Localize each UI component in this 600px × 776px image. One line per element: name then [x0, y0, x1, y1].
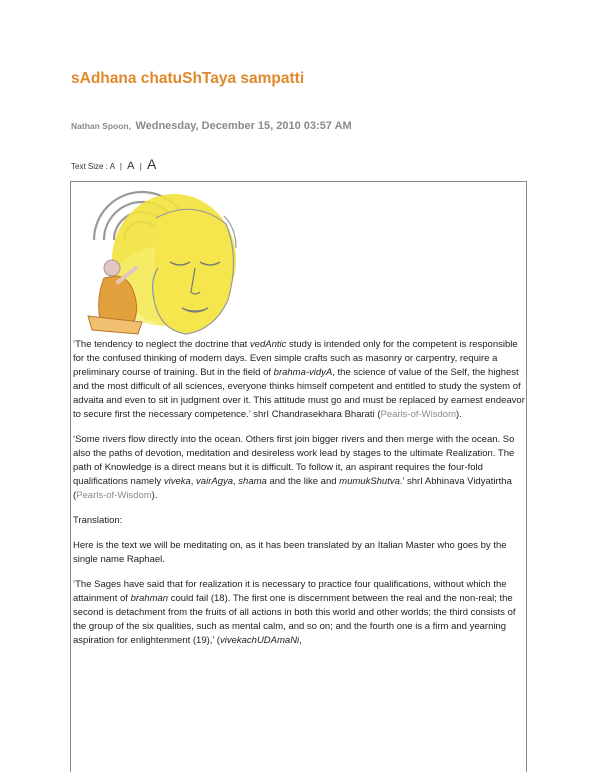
text-segment: ,	[299, 635, 302, 646]
text-segment: ‘The tendency to neglect the doctrine that	[73, 339, 250, 350]
italic-term: brahma-vidyA	[273, 367, 333, 378]
text-segment: could fail (18). The first one is discernment between the real and the non-real; the second is detachment from the fruits of all actions in both this world and other worlds; the third consists of the group of the six qualities, such as mental calm, and so on; and the fourth one is a firm and yearning aspiration for enlightenment (19),’ (	[73, 593, 516, 646]
pearls-of-wisdom-link[interactable]: Pearls-of-Wisdom	[76, 490, 152, 501]
paragraph-translation-intro: Here is the text we will be meditating on, as it has been translated by an Italian Master who goes by the single name Raphael.	[73, 540, 507, 565]
meditating-sage-and-buddha-icon	[74, 188, 244, 338]
italic-term: vairAgya	[196, 476, 234, 487]
text-size-large-button[interactable]: A	[147, 156, 157, 172]
author-name[interactable]: Nathan Spoon,	[71, 121, 131, 131]
text-size-small-button[interactable]: A	[109, 162, 115, 171]
paragraph-translation-heading: Translation:	[73, 515, 123, 526]
text-segment: , the science of value of the Self, the highest and the most difficult of all sciences, everyone thinks himself competent and entitled to study the system of advaita and even to sit in judgment over it. This attitude must go and must be replaced by earnest endeavor to secure first the necessary competence.’ shrI Chandrasekhara Bharati (	[73, 367, 525, 420]
italic-term: vivekachUDAmaNi	[219, 635, 300, 646]
article-title: sAdhana chatuShTaya sampatti	[71, 70, 305, 87]
byline	[71, 116, 352, 134]
italic-term: viveka	[163, 476, 191, 487]
text-size-separator: |	[139, 162, 142, 171]
text-segment: study is intended only for the competent is responsible for the confused thinking of modern days. Even simple crafts such as masonry or carpentry, require a preliminary course of training. But in the field of	[73, 339, 518, 378]
italic-term: shama	[238, 476, 267, 487]
pearls-of-wisdom-link[interactable]: Pearls-of-Wisdom	[380, 409, 456, 420]
text-segment: .’ shrI Abhinava Vidyatirtha (	[73, 476, 512, 501]
text-segment: and the like and	[266, 476, 340, 487]
text-segment: ,	[190, 476, 197, 487]
article-content	[70, 181, 527, 772]
italic-term: brahman	[130, 593, 169, 604]
paragraph-quote-vidyatirtha	[73, 433, 525, 503]
text-segment: ).	[456, 409, 462, 420]
italic-term: mumukShutva	[339, 476, 400, 487]
text-segment: ).	[151, 490, 158, 501]
text-segment: ,	[233, 476, 239, 487]
article-body	[73, 338, 525, 659]
italic-term: vedAntic	[249, 339, 287, 350]
text-segment: ‘Some rivers flow directly into the ocean. Others first join bigger rivers and then merge with the ocean. So also the paths of devotion, meditation and desireless work lead by stages to the ultimate Realization. The path of Knowledge is a direct means but it is difficult. To follow it, an aspirant requires the four-fold qualifications namely	[73, 434, 515, 487]
paragraph-sages-quote	[73, 578, 525, 648]
publish-date: Wednesday, December 15, 2010 03:57 AM	[135, 120, 352, 132]
text-size-control	[71, 156, 156, 172]
text-segment: ‘The Sages have said that for realization it is necessary to practice four qualifications, without which the attainment of	[73, 579, 507, 604]
text-size-medium-button[interactable]: A	[127, 160, 135, 172]
text-size-separator: |	[119, 162, 122, 171]
text-size-label: Text Size :	[71, 162, 108, 171]
paragraph-quote-bharati	[73, 338, 525, 422]
